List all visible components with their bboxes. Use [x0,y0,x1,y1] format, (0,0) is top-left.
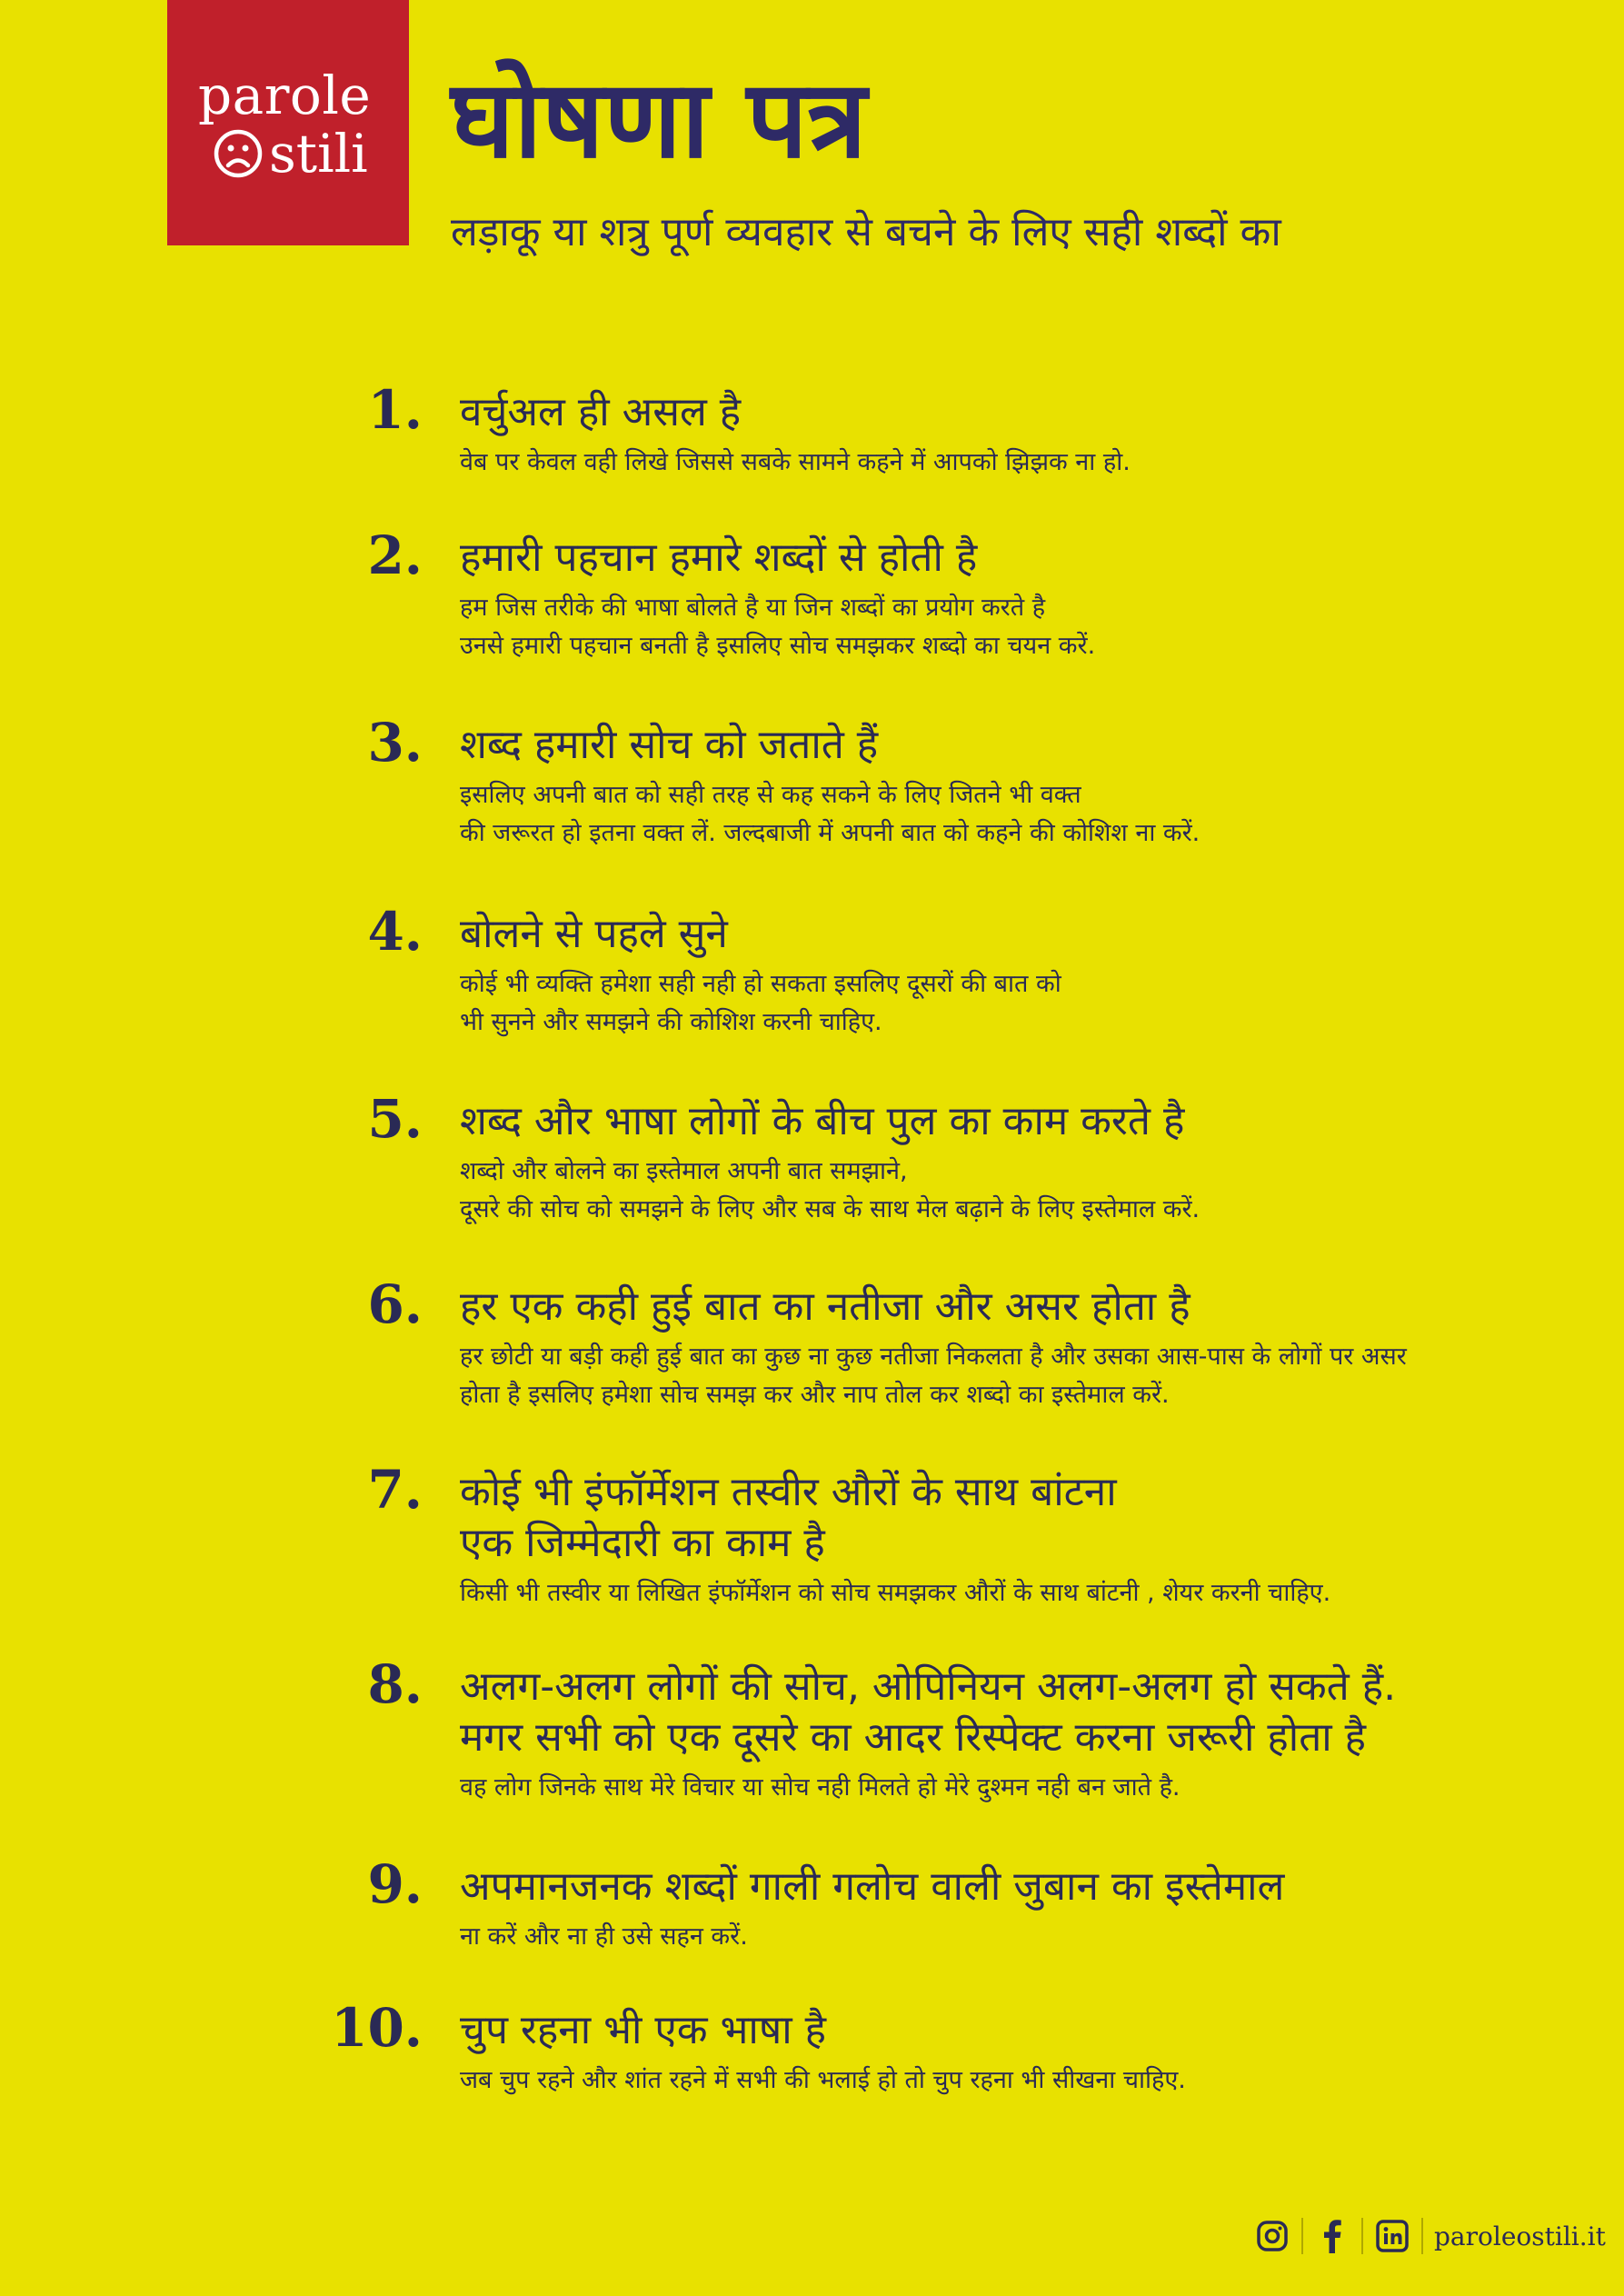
logo [167,0,409,245]
item-number: 5. [367,1088,423,1150]
instagram-icon[interactable] [1254,2218,1290,2254]
item-description: इसलिए अपनी बात को सही तरह से कह सकने के लिए जितने भी वक्त [460,781,1081,809]
logo-text-stili-row [213,123,368,185]
page-title: घोषणा पत्र [451,56,867,182]
item-description: दूसरे की सोच को समझने के लिए और सब के साथ मेल बढ़ाने के लिए इस्तेमाल करें. [460,1195,1201,1223]
item-number: 1. [367,379,423,441]
footer [1254,2211,1606,2261]
linkedin-icon[interactable] [1374,2218,1410,2254]
item-heading: चुप रहना भी एक भाषा है [460,2007,827,2053]
item-description: शब्दो और बोलने का इस्तेमाल अपनी बात समझाने, [460,1157,908,1185]
item-heading-line2: मगर सभी को एक दूसरे का आदर रिस्पेक्ट करना जरूरी होता है [460,1714,1367,1761]
item-heading-line2: एक जिम्मेदारी का काम है [460,1520,825,1566]
page-subtitle: लड़ाकू या शत्रु पूर्ण व्यवहार से बचने के लिए सही शब्दों का [451,209,1281,255]
item-description: हम जिस तरीके की भाषा बोलते है या जिन शब्दों का प्रयोग करते है [460,594,1046,622]
logo-text-parole: parole [198,65,372,126]
item-number: 7. [367,1459,423,1521]
item-number: 6. [367,1273,423,1335]
footer-divider [1301,2218,1303,2254]
item-heading: शब्द हमारी सोच को जताते हैं [460,722,879,768]
item-heading: अपमानजनक शब्दों गाली गलोच वाली जुबान का इस्तेमाल [460,1863,1285,1910]
item-heading: वर्चुअल ही असल है [460,389,742,435]
item-heading: कोई भी इंफॉर्मेशन तस्वीर औरों के साथ बांटना [460,1469,1117,1515]
item-number: 4. [367,901,423,963]
item-heading: अलग-अलग लोगों की सोच, ओपिनियन अलग-अलग हो सकते हैं. [460,1663,1397,1710]
footer-divider [1361,2218,1363,2254]
website-link[interactable]: paroleostili.it [1434,2221,1606,2251]
item-heading: हर एक कही हुई बात का नतीजा और असर होता है [460,1283,1191,1330]
item-description: वह लोग जिनके साथ मेरे विचार या सोच नही मिलते हो मेरे दुश्मन नही बन जाते है. [460,1773,1181,1802]
item-description: हर छोटी या बड़ी कही हुई बात का कुछ ना कुछ नतीजा निकलता है और उसका आस-पास के लोगों पर असर [460,1343,1407,1371]
item-description: किसी भी तस्वीर या लिखित इंफॉर्मेशन को सोच समझकर औरों के साथ बांटनी , शेयर करनी चाहिए. [460,1579,1331,1607]
item-number: 8. [367,1653,423,1715]
item-heading: शब्द और भाषा लोगों के बीच पुल का काम करते है [460,1098,1185,1144]
item-heading: हमारी पहचान हमारे शब्दों से होती है [460,534,978,581]
logo-text-stili: stili [269,123,368,185]
frown-face-icon [213,128,264,179]
item-description: कोई भी व्यक्ति हमेशा सही नही हो सकता इसलिए दूसरों की बात को [460,970,1061,998]
item-description: की जरूरत हो इतना वक्त लें. जल्दबाजी में अपनी बात को कहने की कोशिश ना करें. [460,819,1201,847]
item-number: 10. [331,1997,423,2059]
item-description: उनसे हमारी पहचान बनती है इसलिए सोच समझकर शब्दो का चयन करें. [460,632,1096,660]
item-number: 2. [367,524,423,586]
item-description: ना करें और ना ही उसे सहन करें. [460,1922,748,1951]
facebook-icon[interactable] [1314,2218,1350,2254]
item-description: भी सुनने और समझने की कोशिश करनी चाहिए. [460,1008,882,1036]
footer-divider [1421,2218,1423,2254]
item-heading: बोलने से पहले सुने [460,911,728,957]
item-description: होता है इसलिए हमेशा सोच समझ कर और नाप तोल कर शब्दो का इस्तेमाल करें. [460,1381,1170,1409]
item-number: 9. [367,1853,423,1915]
item-description: जब चुप रहने और शांत रहने में सभी की भलाई हो तो चुप रहना भी सीखना चाहिए. [460,2066,1186,2094]
item-description: वेब पर केवल वही लिखे जिससे सबके सामने कहने में आपको झिझक ना हो. [460,448,1131,476]
item-number: 3. [367,712,423,774]
